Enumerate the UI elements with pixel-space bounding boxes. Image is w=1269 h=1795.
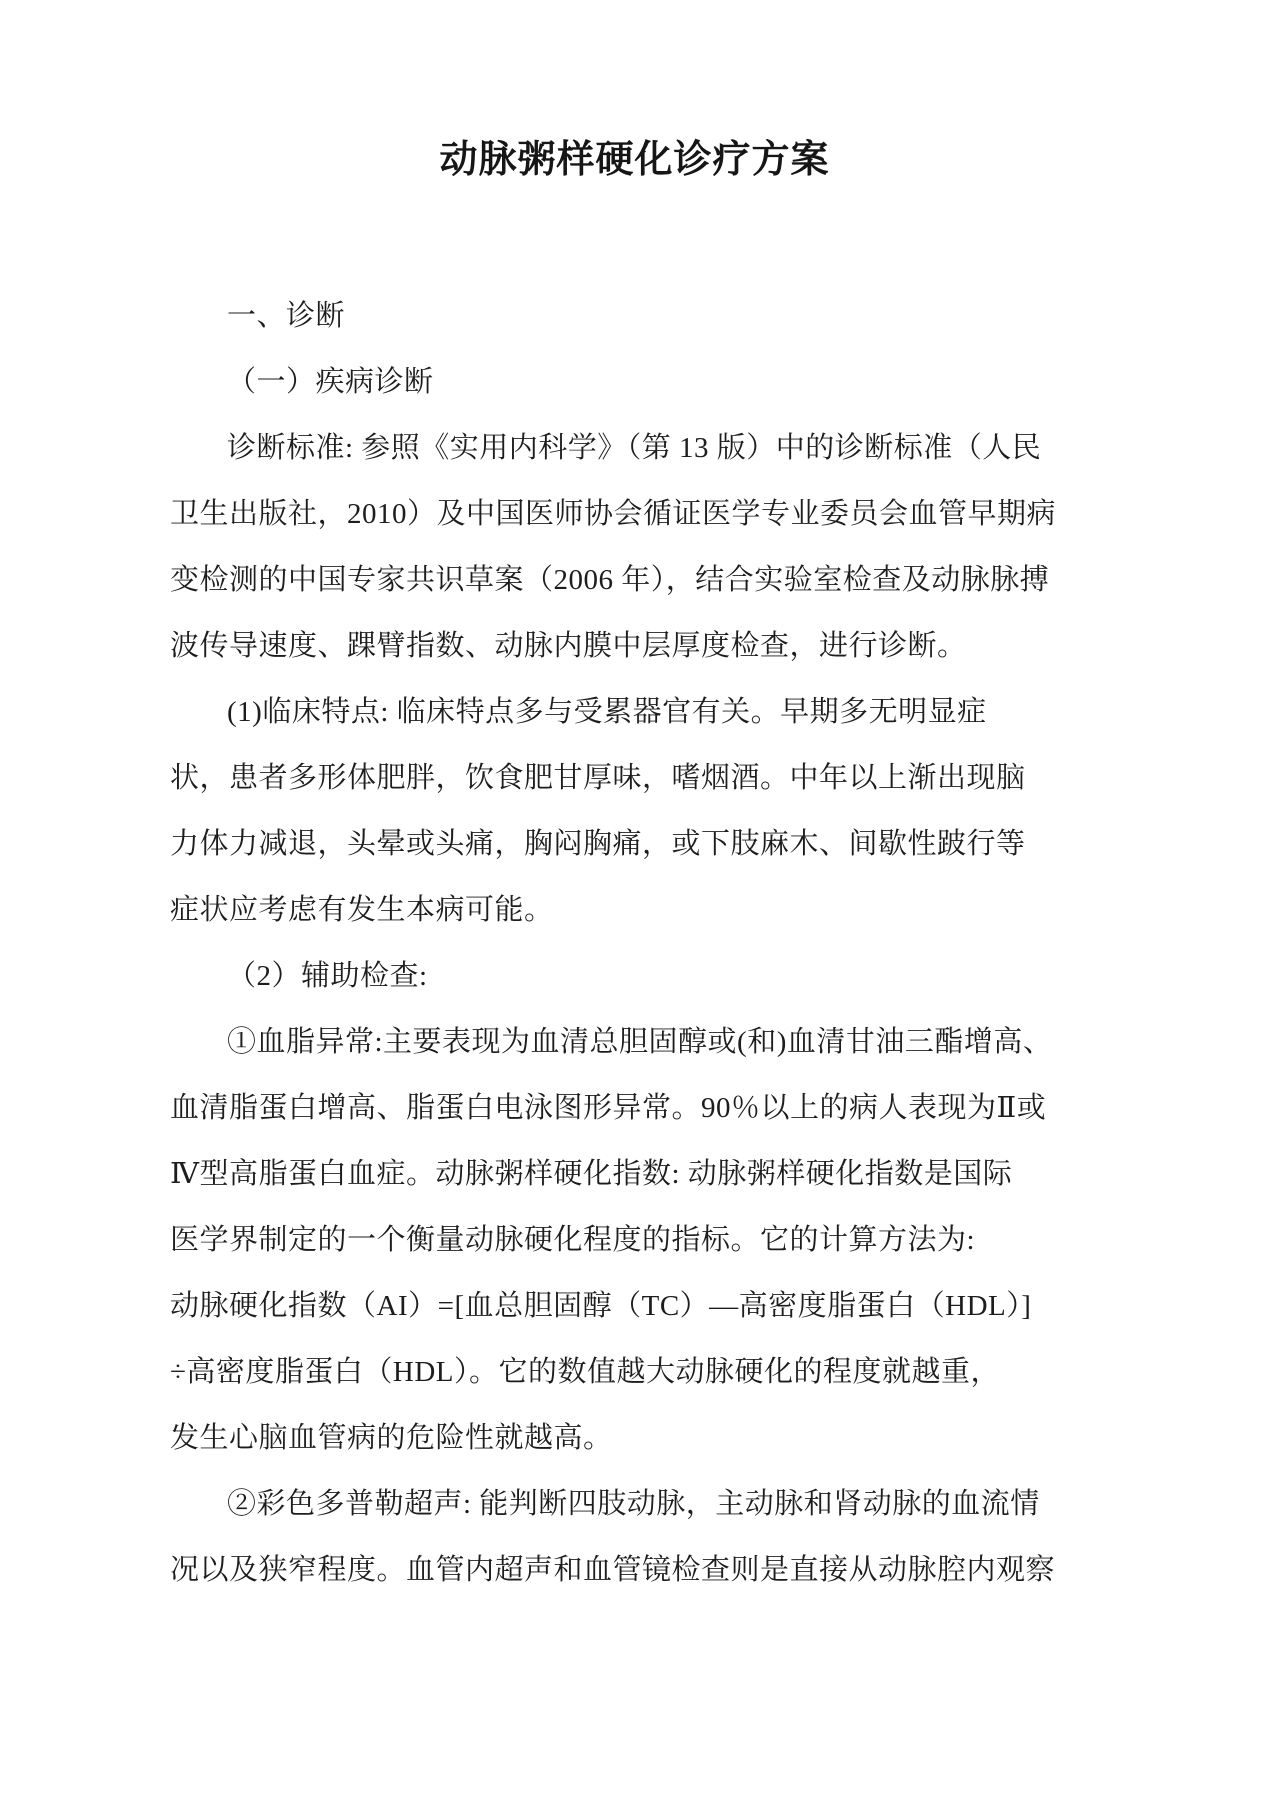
text-line: 血清脂蛋白增高、脂蛋白电泳图形异常。90％以上的病人表现为Ⅱ或 [170, 1092, 1047, 1124]
text-line: 力体力减退，头晕或头痛，胸闷胸痛，或下肢麻木、间歇性跛行等 [170, 828, 1026, 860]
text-line: 诊断标准: 参照《实用内科学》（第 13 版）中的诊断标准（人民 [227, 432, 1042, 464]
document-title: 动脉粥样硬化诊疗方案 [439, 139, 830, 181]
heading-diagnosis: 一、诊断 [227, 300, 346, 332]
text-line: 波传导速度、踝臂指数、动脉内膜中层厚度检查，进行诊断。 [170, 630, 967, 662]
ai-formula-line: 动脉硬化指数（AI）=[血总胆固醇（TC）—高密度脂蛋白（HDL）] [170, 1290, 1032, 1322]
document-body [170, 283, 1115, 1603]
text-line: 症状应考虑有发生本病可能。 [170, 894, 554, 926]
lipid-abnormality-line: ①血脂异常:主要表现为血清总胆固醇或(和)血清甘油三酯增高、 [227, 1026, 1053, 1058]
doppler-ultrasound-line: ②彩色多普勒超声: 能判断四肢动脉，主动脉和肾动脉的血流情 [227, 1488, 1040, 1520]
text-line: Ⅳ型高脂蛋白血症。动脉粥样硬化指数: 动脉粥样硬化指数是国际 [170, 1158, 1013, 1190]
text-line: 医学界制定的一个衡量动脉硬化程度的指标。它的计算方法为: [170, 1224, 976, 1256]
auxiliary-exam-heading: （2）辅助检查: [227, 960, 428, 992]
text-line: 变检测的中国专家共识草案（2006 年），结合实验室检查及动脉脉搏 [170, 564, 1050, 596]
text-line: 发生心脑血管病的危险性就越高。 [170, 1422, 613, 1454]
clinical-features-line: (1)临床特点: 临床特点多与受累器官有关。早期多无明显症 [227, 696, 987, 728]
text-line: 卫生出版社，2010）及中国医师协会循证医学专业委员会血管早期病 [170, 498, 1057, 530]
text-line: 况以及狭窄程度。血管内超声和血管镜检查则是直接从动脉腔内观察 [170, 1554, 1056, 1586]
text-line: ÷高密度脂蛋白（HDL）。它的数值越大动脉硬化的程度就越重， [170, 1356, 1001, 1388]
heading-disease-diagnosis: （一）疾病诊断 [227, 366, 434, 398]
text-line: 状，患者多形体肥胖，饮食肥甘厚味，嗜烟酒。中年以上渐出现脑 [170, 762, 1026, 794]
